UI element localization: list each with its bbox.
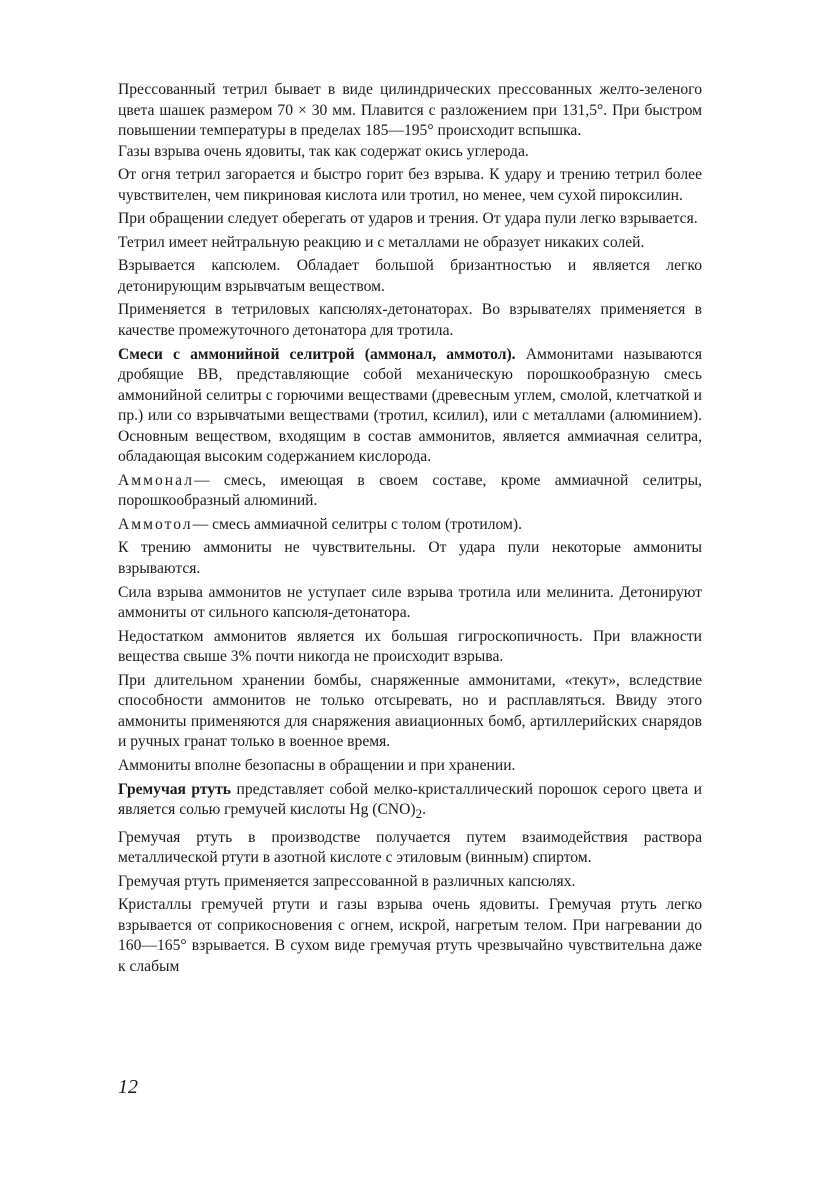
paragraph-tetryl-gases: Газы взрыва очень ядовиты, так как содержат окись углерода. — [118, 142, 529, 160]
paragraph-ammonal — [118, 471, 702, 512]
fulminate-definition-end: . — [422, 801, 427, 819]
body-text — [118, 80, 702, 981]
paragraph-ammonites-power: Сила взрыва аммонитов не уступает силе взрыва тротила или мелинита. Детонируют аммониты от сильного капсюля-детонатора. — [118, 583, 702, 622]
paragraph-fulminate-production: Гремучая ртуть в производстве получается путем взаимодействия раствора металлической ртути в азотной кислоте с этиловым (винным) спиртом. — [118, 828, 702, 867]
paragraph-tetryl-detonation: Взрывается капсюлем. Обладает большой бризантностью и является легко детонирующим взрывчатым веществом. — [118, 257, 702, 295]
paragraph-fulminate — [118, 780, 702, 825]
formula-subscript: 2 — [415, 806, 423, 822]
term-ammotol: Аммотол — [118, 515, 193, 533]
paragraph-tetryl-usage: Применяется в тетриловых капсюлях-детонаторах. Во взрывателях применяется в качестве промежуточного детонатора для тротила. — [118, 301, 702, 340]
paragraph-tetryl-form: Прессованный тетрил бывает в виде цилиндрических прессованных желто-зеленого цвета шашек размером 70 × 30 мм. Плавится с разложением при 131,5°. При быстром повышении температуры в пределах 185—195° происходит вспышка. — [118, 81, 702, 140]
ammonites-definition: Аммонитами называются дробящие ВВ, представляющие собой механическую порошкообразную смесь аммонийной селитры с горючими веществами (древесным углем, смолой, клетчаткой и пр.) или со взрывчатыми веществами (тротил, ксилил), или с металлами (алюминием). Основным веществом, входящим в состав аммонитов, является аммиачная селитра, обладающая высоким содержанием кислорода. — [118, 345, 702, 466]
paragraph-ammonites-friction: К трению аммониты не чувствительны. От удара пули некоторые аммониты взрываются. — [118, 539, 702, 578]
paragraph-ammonites — [118, 345, 702, 468]
paragraph-ammotol — [118, 515, 702, 536]
paragraph-fulminate-sensitivity: Кристаллы гремучей ртути и газы взрыва очень ядовиты. Гремучая ртуть легко взрывается от соприкосновения с огнем, искрой, нагретым телом. При нагревании до 160—165° взрывается. В сухом виде гремучая ртуть чрезвычайно чувствительна даже к слабым — [118, 896, 702, 975]
paragraph-ammonites-storage: При длительном хранении бомбы, снаряженные аммонитами, «текут», вследствие способности аммонитов не только отсыревать, но и расплавляться. Ввиду этого аммониты применяются для снаряжения авиационных бомб, артиллерийских снарядов и ручных гранат только в военное время. — [118, 671, 702, 751]
paragraph-fulminate-usage: Гремучая ртуть применяется запрессованной в различных капсюлях. — [118, 872, 576, 890]
section-heading-fulminate: Гремучая ртуть — [118, 780, 232, 798]
ammonal-definition: — смесь, имеющая в своем составе, кроме аммиачной селитры, порошкообразный алюминий. — [118, 471, 702, 510]
fulminate-definition: представляет собой мелко-кристаллический порошок серого цвета и является солью гремучей кислоты Hg (CNO) — [118, 780, 702, 819]
paragraph-tetryl-handling: При обращении следует оберегать от ударов и трения. От удара пули легко взрывается. — [118, 210, 698, 228]
paragraph-tetryl-reaction: Тетрил имеет нейтральную реакцию и с металлами не образует никаких солей. — [118, 233, 645, 251]
paragraph-ammonites-safety: Аммониты вполне безопасны в обращении и при хранении. — [118, 756, 516, 774]
paragraph-ammonites-hygroscopic: Недостатком аммонитов является их большая гигроскопичность. При влажности вещества свыше 3% почти никогда не происходит взрыва. — [118, 627, 702, 666]
term-ammonal: Аммонал — [118, 471, 194, 489]
paragraph-tetryl-fire: От огня тетрил загорается и быстро горит без взрыва. К удару и трению тетрил более чувствителен, чем пикриновая кислота или тротил, но менее, чем сухой пироксилин. — [118, 166, 702, 204]
ammotol-definition: — смесь аммиачной селитры с толом (тротилом). — [192, 515, 523, 533]
section-heading-ammonal: Смеси с аммонийной селитрой (аммонал, аммотол). — [118, 345, 516, 363]
page-number: 12 — [118, 1076, 138, 1098]
